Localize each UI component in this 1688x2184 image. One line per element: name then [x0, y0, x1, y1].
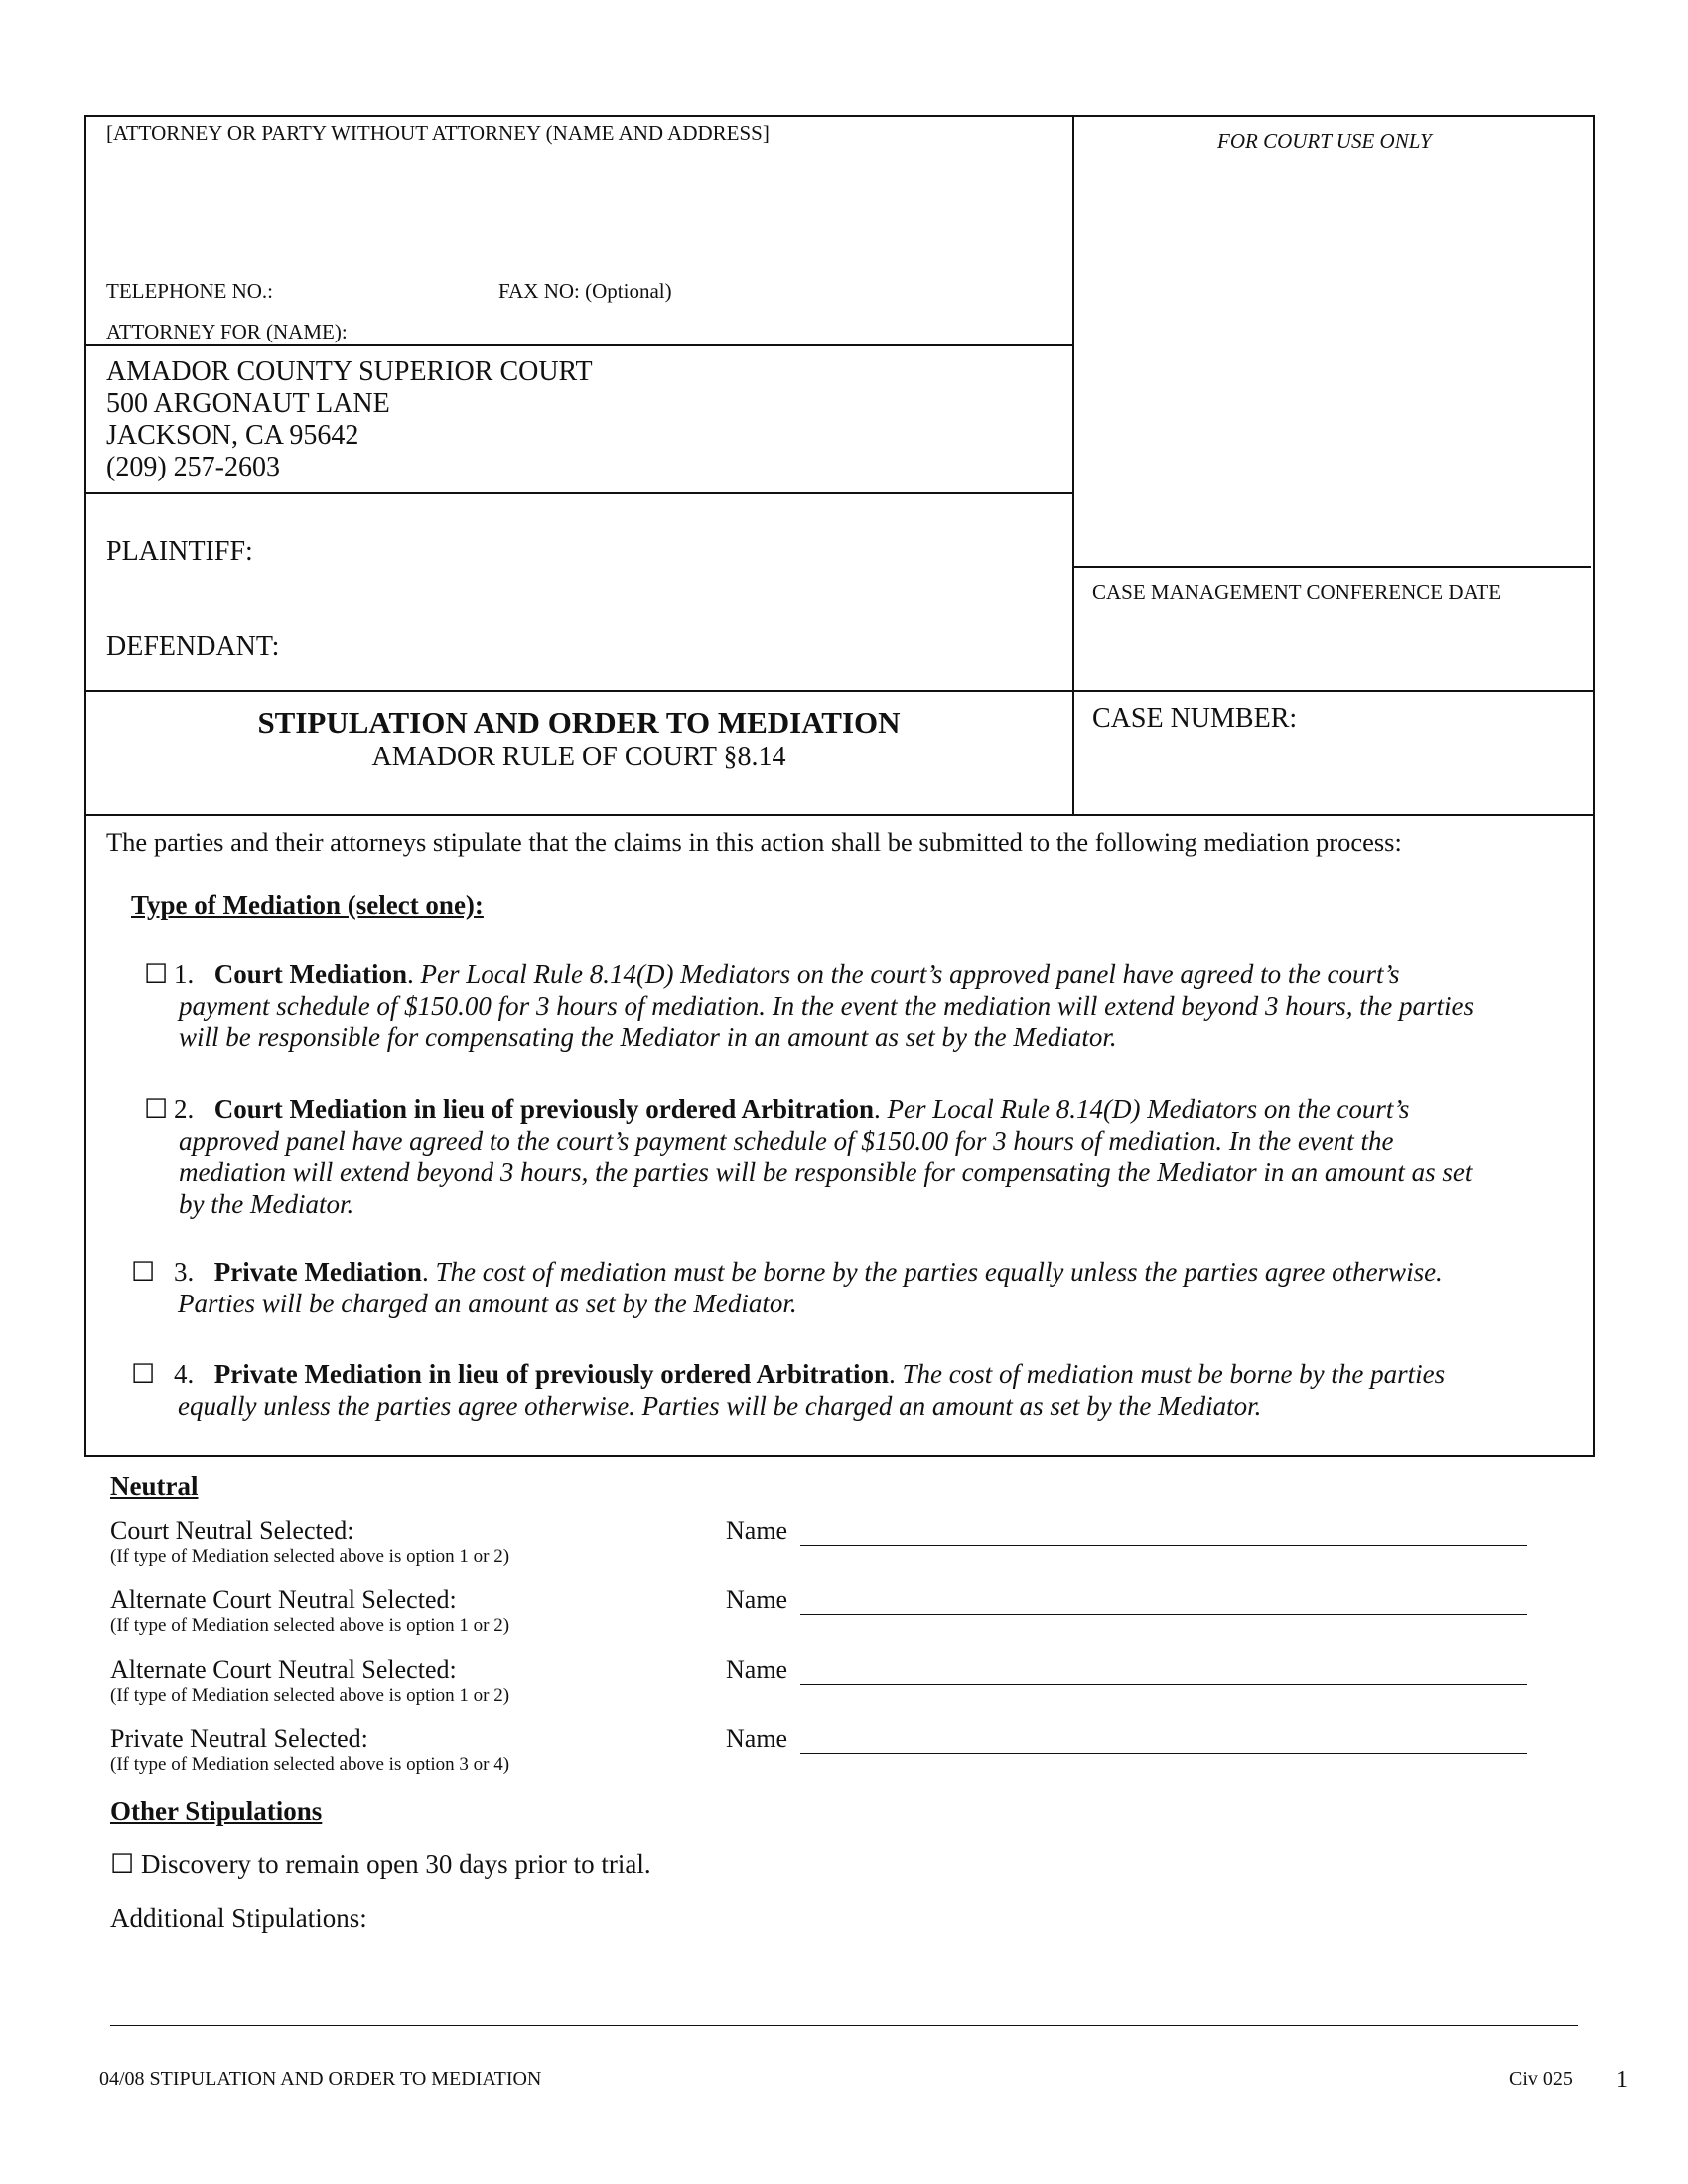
neutral-row-1-name-label: Name — [726, 1516, 788, 1545]
neutral-row-1-name-field[interactable] — [800, 1545, 1527, 1546]
neutral-row-3-name-field[interactable] — [800, 1684, 1527, 1685]
neutral-heading: Neutral — [110, 1471, 199, 1501]
option-1-number: 1. — [174, 959, 195, 989]
mediation-option-3: ☐ 3. Private Mediation. The cost of mediation must be borne by the parties equally unless the parties agree otherwise. Parties will be charged an amount as set by the Mediator. — [131, 1256, 1541, 1319]
option-1-line1: Per Local Rule 8.14(D) Mediators on the court’s approved panel have agreed to the court’s — [420, 959, 1400, 989]
neutral-row-2-name-field[interactable] — [800, 1614, 1527, 1615]
option-1-line2: payment schedule of $150.00 for 3 hours of mediation. In the event the mediation will extend beyond 3 hours, the parties — [179, 991, 1475, 1021]
neutral-row-2-note: (If type of Mediation selected above is option 1 or 2) — [110, 1615, 510, 1636]
court-street: 500 ARGONAUT LANE — [106, 388, 390, 419]
form-title: STIPULATION AND ORDER TO MEDIATION — [257, 705, 901, 740]
additional-stipulations-line-2[interactable] — [110, 2025, 1578, 2026]
option-2-checkbox[interactable]: ☐ — [144, 1094, 169, 1124]
telephone-label: TELEPHONE NO.: — [106, 279, 273, 303]
neutral-row-1-note: (If type of Mediation selected above is option 1 or 2) — [110, 1546, 510, 1567]
option-4-checkbox[interactable]: ☐ — [131, 1359, 156, 1389]
other-stipulations-heading: Other Stipulations — [110, 1796, 323, 1826]
fax-label: FAX NO: (Optional) — [498, 279, 672, 303]
neutral-row-4-label: Private Neutral Selected: — [110, 1724, 368, 1753]
option-4-line1: The cost of mediation must be borne by the parties — [902, 1359, 1446, 1389]
additional-stipulations-label: Additional Stipulations: — [110, 1903, 367, 1933]
option-3-title: Private Mediation — [213, 1257, 422, 1287]
neutral-row-3 — [110, 1655, 509, 1706]
option-2-title: Court Mediation in lieu of previously ordered Arbitration — [213, 1094, 874, 1124]
neutral-row-3-note: (If type of Mediation selected above is option 1 or 2) — [110, 1685, 510, 1706]
neutral-row-3-label: Alternate Court Neutral Selected: — [110, 1655, 457, 1684]
option-1-title: Court Mediation — [213, 959, 407, 989]
footer-form-number: Civ 025 — [1509, 2068, 1573, 2090]
court-city: JACKSON, CA 95642 — [106, 420, 359, 451]
court-address — [106, 356, 593, 483]
attorney-divider — [84, 344, 1073, 346]
option-4-title: Private Mediation in lieu of previously ordered Arbitration — [213, 1359, 889, 1389]
page-number: 1 — [1617, 2067, 1628, 2093]
plaintiff-label: PLAINTIFF: — [106, 536, 253, 567]
court-divider — [84, 492, 1073, 494]
option-2-line4: by the Mediator. — [179, 1189, 354, 1219]
form-subtitle: AMADOR RULE OF COURT §8.14 — [371, 742, 786, 772]
case-number-label: CASE NUMBER: — [1092, 703, 1298, 734]
option-2-line3: mediation will extend beyond 3 hours, the parties will be responsible for compensating the Mediator in an amount as set — [179, 1158, 1473, 1187]
neutral-row-2-name-label: Name — [726, 1585, 788, 1614]
footer-form-title: 04/08 STIPULATION AND ORDER TO MEDIATION — [99, 2068, 542, 2090]
option-3-checkbox[interactable]: ☐ — [131, 1257, 156, 1287]
option-2-line1: Per Local Rule 8.14(D) Mediators on the court’s — [887, 1094, 1410, 1124]
attorney-for-label: ATTORNEY FOR (NAME): — [106, 320, 348, 343]
cmc-date-label: CASE MANAGEMENT CONFERENCE DATE — [1092, 580, 1502, 604]
title-divider — [84, 814, 1593, 816]
option-4-line2: equally unless the parties agree otherwise. Parties will be charged an amount as set by the Mediator. — [178, 1391, 1262, 1421]
neutral-row-1 — [110, 1516, 509, 1568]
option-3-line1: The cost of mediation must be borne by the parties equally unless the parties agree otherwise. — [435, 1257, 1443, 1287]
neutral-row-2 — [110, 1585, 509, 1637]
discovery-checkbox[interactable]: ☐ — [110, 1849, 135, 1879]
option-2-number: 2. — [174, 1094, 195, 1124]
discovery-label: Discovery to remain open 30 days prior to trial. — [140, 1849, 651, 1879]
neutral-row-4-note: (If type of Mediation selected above is option 3 or 4) — [110, 1754, 510, 1775]
parties-divider — [84, 690, 1593, 692]
mediation-option-1: ☐ 1. Court Mediation. Per Local Rule 8.14(D) Mediators on the court’s approved panel have agreed to the court’s payment schedule of $150.00 for 3 hours of mediation. In the event the mediation will extend beyond 3 hours, the parties will be responsible for compensating the Mediator in an amount as set by the Mediator. — [144, 958, 1554, 1053]
mediation-type-heading: Type of Mediation (select one): — [131, 890, 484, 920]
neutral-row-1-label: Court Neutral Selected: — [110, 1516, 354, 1545]
neutral-row-4-name-label: Name — [726, 1724, 788, 1753]
intro-text: The parties and their attorneys stipulate that the claims in this action shall be submitted to the following mediation process: — [106, 827, 1402, 857]
defendant-label: DEFENDANT: — [106, 631, 280, 662]
court-use-divider — [1072, 566, 1591, 568]
neutral-row-4-name-field[interactable] — [800, 1753, 1527, 1754]
mediation-option-2: ☐ 2. Court Mediation in lieu of previously ordered Arbitration. Per Local Rule 8.14(D) Mediators on the court’s approved panel have agreed to the court’s payment schedule of $150.00 for 3 hours of mediation. In the event the mediation will extend beyond 3 hours, the parties will be responsible for compensating the Mediator in an amount as set by the Mediator. — [144, 1093, 1554, 1220]
neutral-row-3-name-label: Name — [726, 1655, 788, 1684]
option-1-checkbox[interactable]: ☐ — [144, 959, 169, 989]
option-3-number: 3. — [174, 1257, 195, 1287]
mediation-option-4: ☐ 4. Private Mediation in lieu of previously ordered Arbitration. The cost of mediation must be borne by the parties equally unless the parties agree otherwise. Parties will be charged an amount as set by the Mediator. — [131, 1358, 1541, 1422]
court-name: AMADOR COUNTY SUPERIOR COURT — [106, 356, 593, 387]
option-1-line3: will be responsible for compensating the Mediator in an amount as set by the Mediator. — [179, 1023, 1117, 1052]
option-4-number: 4. — [174, 1359, 195, 1389]
court-use-label: FOR COURT USE ONLY — [1217, 129, 1432, 153]
option-2-line2: approved panel have agreed to the court’s payment schedule of $150.00 for 3 hours of mediation. In the event the — [179, 1126, 1394, 1156]
option-3-line2: Parties will be charged an amount as set by the Mediator. — [178, 1289, 797, 1318]
neutral-row-2-label: Alternate Court Neutral Selected: — [110, 1585, 457, 1614]
discovery-row — [110, 1849, 651, 1880]
attorney-label: [ATTORNEY OR PARTY WITHOUT ATTORNEY (NAME AND ADDRESS] — [106, 121, 770, 145]
court-phone: (209) 257-2603 — [106, 452, 280, 482]
neutral-row-4 — [110, 1724, 509, 1776]
